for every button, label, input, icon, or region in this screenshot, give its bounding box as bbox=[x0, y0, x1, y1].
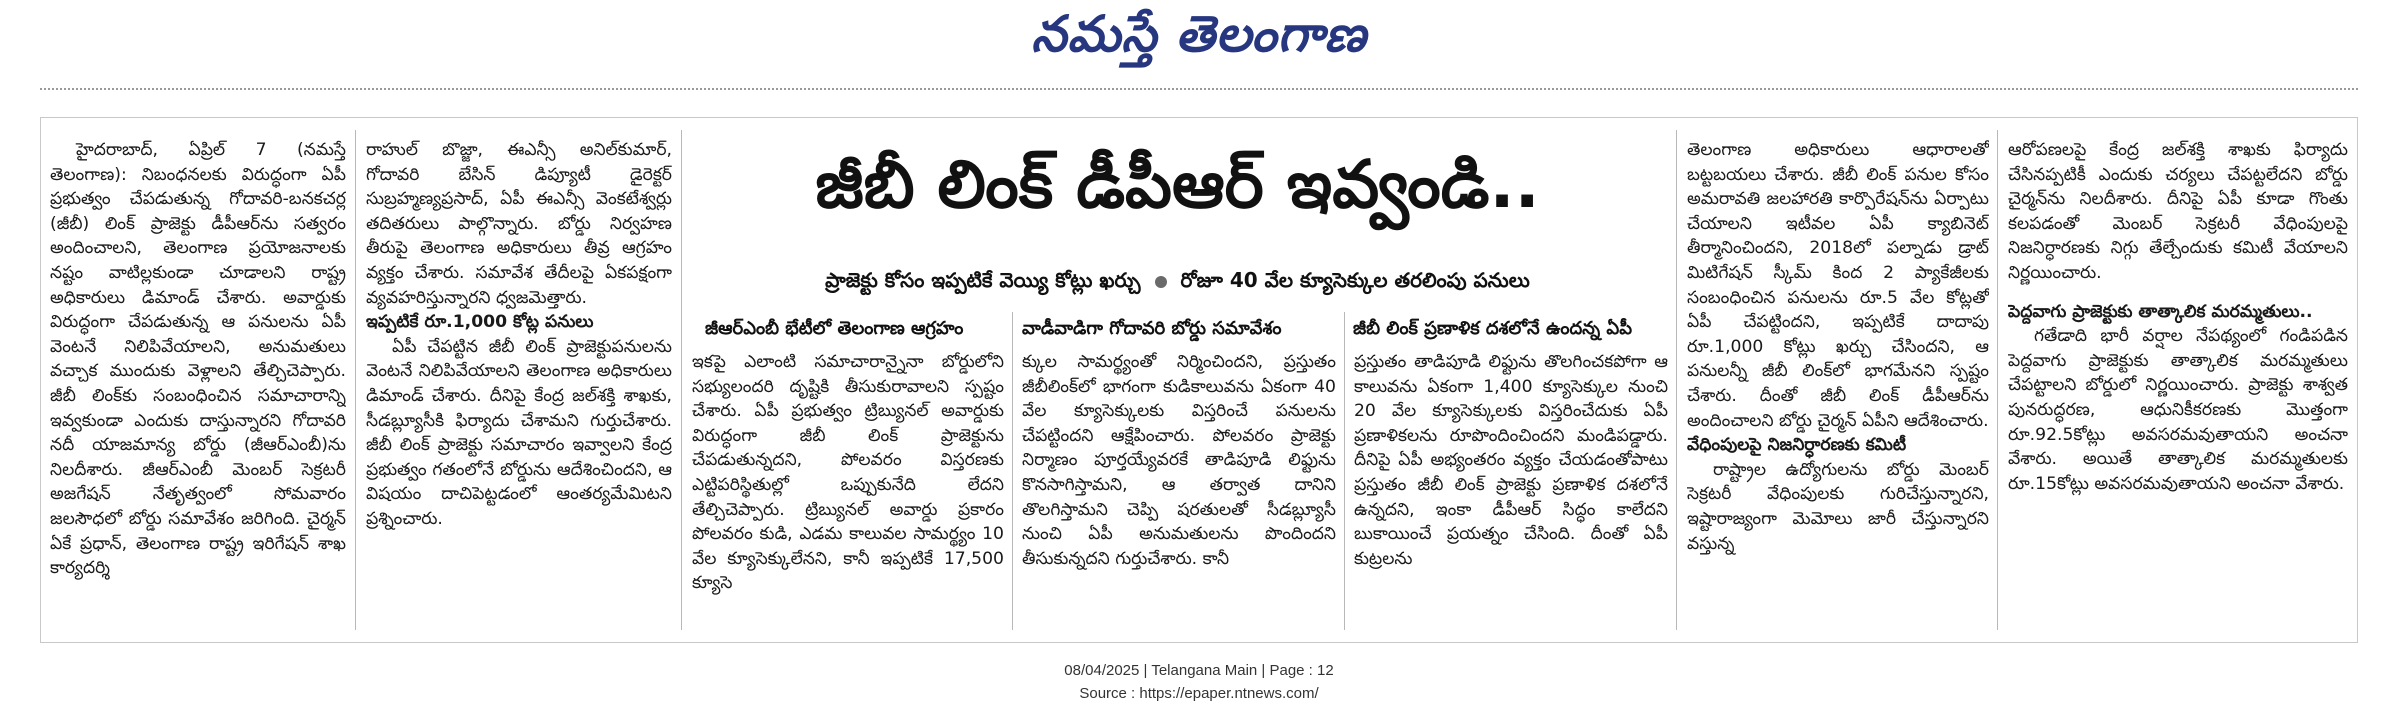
bullet-dot-icon bbox=[1155, 276, 1167, 288]
kicker-1: జీఆర్ఎంబీ భేటీలో తెలంగాణ ఆగ్రహం bbox=[705, 318, 964, 339]
article-column-1 bbox=[50, 138, 346, 628]
paragraph: రాహుల్ బొజ్జా, ఈఎన్సీ అనిల్‌కుమార్, గోదావరి బేసిన్ డిప్యూటీ డైరెక్టర్ సుబ్రహ్మణ్యప్రసాద్, ఏపీ ఈఎన్సీ వెంకటేశ్వర్లు తదితరులు పాల్గొన్నారు. బోర్డు నిర్వహణ తీరుపై తెలంగాణ అధికారులు తీవ్ర ఆగ్రహం వ్యక్తం చేశారు. సమావేశ తేదీలపై ఏకపక్షంగా వ్యవహరిస్తున్నారని ధ్వజమెత్తారు. bbox=[366, 140, 672, 308]
article-column-2 bbox=[366, 138, 672, 628]
masthead-title: నమస్తే తెలంగాణ bbox=[1031, 4, 1367, 63]
footer-date-line: 08/04/2025 | Telangana Main | Page : 12 bbox=[1064, 662, 1334, 679]
column-rule bbox=[1676, 130, 1677, 630]
paragraph: ఏపీ చేపట్టిన జీబీ లింక్ ప్రాజెక్టుపనులను వెంటనే నిలిపివేయాలని తెలంగాణ అధికారులు డిమాండ్ చేశారు. దీనిపై కేంద్ర జల్‌శక్తి శాఖకు, సీడబ్ల్యూసీకి ఫిర్యాదు చేశామని గుర్తుచేశారు. జీబీ లింక్ ప్రాజెక్టు సమాచారం ఇవ్వాలని కేంద్ర ప్రభుత్వం గతంలోనే బోర్డును ఆదేశించిందని, ఆ విషయం దాచిపెట్టడంలో ఆంతర్యమేమిటని ప్రశ్నించారు. bbox=[366, 336, 672, 529]
paragraph: రాష్ట్రాల ఉద్యోగులను బోర్డు మెంబర్ సెక్రటరీ వేధింపులకు గురిచేస్తున్నారని, ఇష్టారాజ్యంగా మెమోలు జారీ చేస్తున్నారని వస్తున్న bbox=[1687, 459, 1989, 554]
subheading: ఇప్పటికే రూ.1,000 కోట్ల పనులు bbox=[366, 312, 594, 333]
paragraph: ఆరోపణలపై కేంద్ర జల్‌శక్తి శాఖకు ఫిర్యాదు చేసినప్పటికీ ఎందుకు చర్యలు చేపట్టలేదని బోర్డు చైర్మన్‌ను నిలదీశారు. దీనిపై ఏపీ కూడా గొంతు కలపడంతో మెంబర్ సెక్రటరీ వేధింపులపై నిజనిర్ధారణకు నిగ్గు తేల్చేందుకు కమిటీ వేయాలని నిర్ణయించారు. bbox=[2008, 140, 2348, 283]
article-column-5 bbox=[1354, 350, 1668, 630]
paragraph: ఇకపై ఎలాంటి సమాచారాన్నైనా బోర్డులోని సభ్యులందరి దృష్టికి తీసుకురావాలని స్పష్టం చేశారు. ఏపీ ప్రభుత్వం ట్రిబ్యునల్ అవార్డుకు విరుద్ధంగా జీబీ లింక్ ప్రాజెక్టును చేపడుతున్నదని, పోలవరం విస్తరణకు ఎట్టిపరిస్థితుల్లో ఒప్పుకునేది లేదని తేల్చిచెప్పారు. ట్రిబ్యునల్ అవార్డు ప్రకారం పోలవరం కుడి, ఎడమ కాలువల సామర్థ్యం 10 వేల క్యూసెక్కులేనని, కానీ ఇప్పటికే 17,500 క్యూసె bbox=[692, 352, 1004, 594]
paragraph: క్కుల సామర్థ్యంతో నిర్మించిందని, ప్రస్తుతం జీబీలింక్‌లో భాగంగా కుడికాలువను ఏకంగా 40 వేల క్యూసెక్కులకు విస్తరించే పనులను చేపట్టిందని ఆక్షేపించారు. పోలవరం ప్రాజెక్టు నిర్మాణం పూర్తయ్యేవరకే తాడిపూడి లిఫ్టును కొనసాగిస్తామని, ఆ తర్వాత దానిని తొలగిస్తామని చెప్పి షరతులతో సీడబ్ల్యూసీ నుంచి ఏపీ అనుమతులను పొందిందని తీసుకున్నదని గుర్తుచేశారు. కానీ bbox=[1022, 352, 1336, 569]
deck bbox=[690, 268, 1665, 297]
paragraph: గతేడాది భారీ వర్షాల నేపథ్యంలో గండిపడిన పెద్దవాగు ప్రాజెక్టుకు తాత్కాలిక మరమ్మతులు చేపట్టాలని బోర్డులో నిర్ణయించారు. ప్రాజెక్టు శాశ్వత పునరుద్ధరణ, ఆధునికీకరణకు మొత్తంగా రూ.92.5కోట్లు అవసరమవుతాయని అంచనా వేశారు. అయితే తాత్కాలిక మరమ్మతులకు రూ.15కోట్లు అవసరమవుతాయని అంచనా వేశారు. bbox=[2008, 326, 2348, 494]
article-column-7 bbox=[2008, 138, 2348, 628]
article-column-4 bbox=[1022, 350, 1336, 630]
article-column-3 bbox=[692, 350, 1004, 630]
kicker-2: వాడీవాడిగా గోదావరి బోర్డు సమావేశం bbox=[1022, 318, 1282, 339]
subheading: వేధింపులపై నిజనిర్ధారణకు కమిటీ bbox=[1687, 435, 1907, 456]
column-rule bbox=[1997, 130, 1998, 630]
column-rule bbox=[681, 130, 682, 630]
column-rule bbox=[355, 130, 356, 630]
article-column-6 bbox=[1687, 138, 1989, 628]
paragraph: తెలంగాణ అధికారులు ఆధారాలతో బట్టబయలు చేశారు. జీబీ లింక్ పనుల కోసం అమరావతి జలహారతి కార్పొరేషన్‌ను ఏర్పాటు చేయాలని ఇటీవల ఏపీ క్యాబినెట్ తీర్మానించిందని, 2018లో పల్నాడు డ్రాట్ మిటిగేషన్ స్కీమ్ కింద 2 ప్యాకేజీలకు సంబంధించిన పనులను రూ.5 వేల కోట్లతో ఏపీ చేపట్టిందని, ఇప్పటికే దాదాపు రూ.1,000 కోట్లు ఖర్చు చేసిందని, ఆ పనులన్నీ జీబీ లింక్‌లో భాగమేనని స్పష్టం చేశారు. దీంతో జీబీ లింక్ డీపీఆర్‌ను అందించాలని బోర్డు చైర్మన్ ఏపీని ఆదేశించారు. bbox=[1687, 140, 1989, 431]
paragraph: హైదరాబాద్, ఏప్రిల్ 7 (నమస్తే తెలంగాణ): నిబంధనలకు విరుద్ధంగా ఏపీ ప్రభుత్వం చేపడుతున్న గోదావరి-బనకచర్ల (జీబీ) లింక్ ప్రాజెక్టు డీపీఆర్‌ను సత్వరం అందించాలని, తెలంగాణ ప్రయోజనాలకు నష్టం వాటిల్లకుండా చూడాలని రాష్ట్ర అధికారులు డిమాండ్ చేశారు. అవార్డుకు విరుద్ధంగా చేపడుతున్న ఆ పనులను ఏపీ వెంటనే నిలిపివేయాలని, అనుమతులు వచ్చాక ముందుకు వెళ్లాలని తేల్చిచెప్పారు. జీబీ లింక్‌కు సంబంధించిన సమాచారాన్ని ఇవ్వకుండా ఎందుకు దాస్తున్నారని గోదావరి నదీ యాజమాన్య బోర్డు (జీఆర్ఎంబీ)ను నిలదీశారు. జీఆర్ఎంబీ మెంబర్ సెక్రటరీ అజగేషన్ నేతృత్వంలో సోమవారం జలసౌధలో బోర్డు సమావేశం జరిగింది. చైర్మన్ ఏకే ప్రధాన్, తెలంగాణ రాష్ట్ర ఇరిగేషన్ శాఖ కార్యదర్శి bbox=[50, 140, 346, 579]
headline: జీబీ లింక్ డీపీఆర్ ఇవ్వండి.. bbox=[815, 146, 1540, 223]
subheading: పెద్దవాగు ప్రాజెక్టుకు తాత్కాలిక మరమ్మతులు.. bbox=[2008, 301, 2313, 322]
cropped-previous-article-strip bbox=[40, 88, 2358, 100]
masthead bbox=[0, 4, 2398, 76]
column-rule bbox=[1012, 312, 1013, 630]
kicker-3: జీబీ లింక్ ప్రణాళిక దశలోనే ఉందన్న ఏపీ bbox=[1353, 318, 1632, 339]
column-rule bbox=[1344, 312, 1345, 630]
footer-source-link[interactable]: Source : https://epaper.ntnews.com/ bbox=[1079, 685, 1319, 702]
deck-item: రోజూ 40 వేల క్యూసెక్కుల తరలింపు పనులు bbox=[1180, 268, 1530, 292]
deck-item: ప్రాజెక్టు కోసం ఇప్పటికే వెయ్యి కోట్లు ఖర్చు bbox=[825, 268, 1141, 292]
paragraph: ప్రస్తుతం తాడిపూడి లిఫ్టును తొలగించకపోగా ఆ కాలువను ఏకంగా 1,400 క్యూసెక్కుల నుంచి 20 వేల క్యూసెక్కులకు విస్తరించేదుకు ఏపీ ప్రణాళికలను రూపొందించిందని మండిపడ్డారు. దీనిపై ఏపీ అభ్యంతరం వ్యక్తం చేయడంతోపాటు ప్రస్తుతం జీబీ లింక్ ప్రాజెక్టు ప్రణాళిక దశలోనే ఉన్నదని, ఇంకా డీపీఆర్ సిద్ధం కాలేదని బుకాయించే ప్రయత్నం చేసింది. దీంతో ఏపీ కుట్రలను bbox=[1354, 352, 1668, 569]
